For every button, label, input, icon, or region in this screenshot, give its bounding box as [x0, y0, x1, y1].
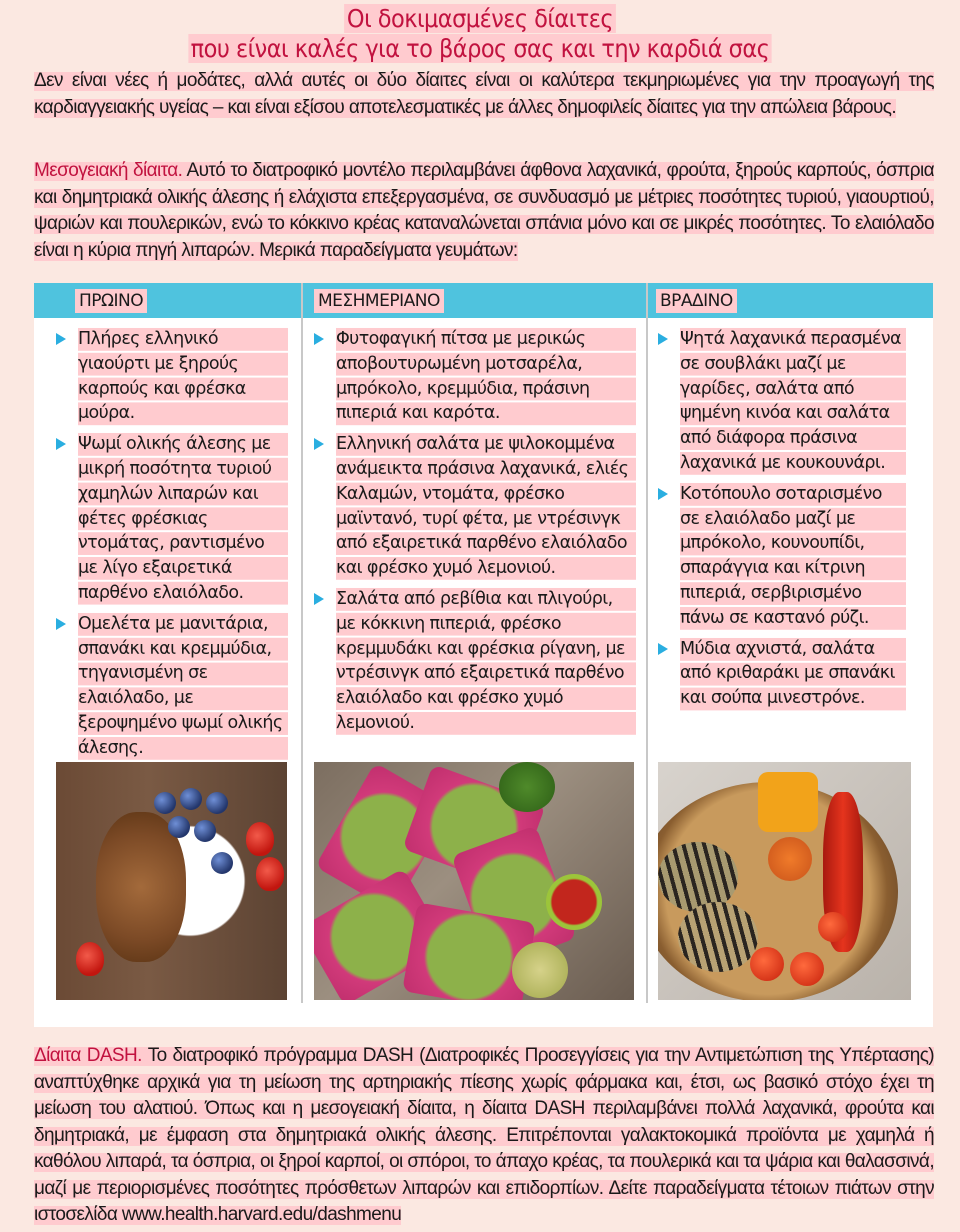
blueberry-shape — [180, 788, 202, 810]
triangle-bullet-icon — [658, 488, 668, 500]
meal-text: Σαλάτα από ρεβίθια και πλιγούρι, με κόκκινη πιπεριά, φρέσκο κρεμμυδάκι και φρέσκια ρίγανη, με ντρέσινγκ από εξαιρετικά παρθένο ελαιόλαδο και φρέσκο χυμό λεμονιού. — [336, 587, 636, 736]
triangle-bullet-icon — [56, 618, 66, 630]
mediterranean-paragraph — [34, 158, 934, 264]
intro-text: Δεν είναι νέες ή μοδάτες, αλλά αυτές οι δύο δίαιτες είναι οι καλύτερα τεκμηριωμένες για την προαγωγή της καρδιαγγειακής υγείας – και είναι εξίσου αποτελεσματικές με άλλες δημοφιλείς δίαιτες για την απώλεια βάρους. — [34, 70, 934, 118]
dash-body: Το διατροφικό πρόγραμμα DASH (Διατροφικές Προσεγγίσεις για την Αντιμετώπιση της Υπέρτασης) αναπτύχθηκε αρχικά για τη μείωση της αρτηριακής πίεσης χωρίς φάρμακα και, έτσι, ως βασικό στόχο έχει τη μείωση του αλατιού. Όπως και η μεσογειακή δίαιτα, η δίαιτα DASH περιλαμβάνει πολλά λαχανικά, φρούτα και δημητριακά, με έμφαση στα δημητριακά ολικής άλεσης. Επιτρέπονται γαλακτοκομικά προϊόντα με χαμηλά ή καθόλου λιπαρά, τα όσπρια, οι ξηροί καρποί, οι σπόροι, το άπαχο κρέας, τα πουλερικά και τα ψάρια και θαλασσινά, μαζί με περιορισμένες ποσότητες πρόσθετων λιπαρών και επιδορπίων. Δείτε παραδείγματα τέτοιων πιάτων στην ιστοσελίδα www.health.harvard.edu/dashmenu — [34, 1045, 934, 1225]
column-divider — [646, 283, 648, 1003]
list-item — [314, 587, 636, 736]
lunch-column — [314, 327, 636, 742]
meal-text: Κοτόπουλο σοταρισμένο σε ελαιόλαδο μαζί με μπρόκολο, κουνουπίδι, σπαράγγια και κίτρινη πιπεριά, σερβιρισμένο πάνω σε καστανό ρύζι. — [680, 482, 906, 631]
triangle-bullet-icon — [658, 643, 668, 655]
veggie-pizza-photo — [314, 762, 634, 1000]
tomato-shape — [750, 947, 784, 981]
meal-text: Μύδια αχνιστά, σαλάτα από κριθαράκι με σπανάκι και σούπα μινεστρόνε. — [680, 637, 906, 711]
meal-text: Πλήρες ελληνικό γιαούρτι με ξηρούς καρπούς και φρέσκα μούρα. — [78, 327, 288, 426]
meals-table — [34, 283, 933, 1027]
tomato-shape — [790, 952, 824, 986]
sprouts-bowl-shape — [512, 942, 568, 998]
list-item — [56, 612, 288, 761]
header-lunch: ΜΕΣΗΜΕΡΙΑΝΟ — [314, 289, 444, 313]
granola-yogurt-photo — [56, 762, 287, 1000]
strawberry-shape — [76, 942, 104, 976]
tomato-shape — [818, 912, 848, 942]
mediterranean-body: Αυτό το διατροφικό μοντέλο περιλαμβάνει άφθονα λαχανικά, φρούτα, ξηρούς καρπούς, όσπρια και δημητριακά ολικής άλεσης ή ελάχιστα επεξεργασμένα, σε συνδυασμό με μέτριες ποσότητες τυριού, γιαουρτιού, ψαριών και πουλερικών, ενώ το κόκκινο κρέας καταναλώνεται σπάνια μόνο και σε μικρές ποσότητες. Το ελαιόλαδο είναι η κύρια πηγή λιπαρών. Μερικά παραδείγματα γευμάτων: — [34, 160, 934, 261]
list-item — [658, 327, 906, 476]
title-line-1: Οι δοκιμασμένες δίαιτες — [344, 4, 616, 33]
list-item — [658, 637, 906, 711]
grilled-vegetables-photo — [658, 762, 911, 1000]
meals-table-header — [34, 283, 933, 318]
meal-text: Ομελέτα με μανιτάρια, σπανάκι και κρεμμύδια, τηγανισμένη σε ελαιόλαδο, με ξεροψημένο ψωμί ολικής άλεσης. — [78, 612, 288, 761]
breakfast-column — [56, 327, 288, 767]
sauce-bowl-shape — [546, 874, 602, 930]
blueberry-shape — [206, 792, 228, 814]
list-item — [658, 482, 906, 631]
intro-paragraph — [34, 68, 934, 121]
carrot-shape — [768, 837, 812, 881]
dash-paragraph — [34, 1043, 934, 1229]
eggplant-shape — [658, 842, 738, 912]
dash-lead: Δίαιτα DASH. — [34, 1045, 142, 1066]
title-line-2: που είναι καλές για το βάρος σας και την καρδιά σας — [188, 34, 772, 63]
header-dinner: ΒΡΑΔΙΝΟ — [656, 289, 737, 313]
greens-bowl-shape — [499, 762, 555, 812]
strawberry-shape — [256, 857, 284, 891]
yellow-pepper-shape — [758, 772, 818, 832]
article-title — [48, 4, 912, 64]
list-item — [314, 432, 636, 581]
blueberry-shape — [194, 820, 216, 842]
meal-text: Ελληνική σαλάτα με ψιλοκομμένα ανάμεικτα πράσινα λαχανικά, ελιές Καλαμών, ντομάτα, φρέσκο μαϊντανό, τυρί φέτα, με ντρέσινγκ από εξαιρετικά παρθένο ελαιόλαδο και φρέσκο χυμό λεμονιού. — [336, 432, 636, 581]
triangle-bullet-icon — [314, 438, 324, 450]
triangle-bullet-icon — [56, 333, 66, 345]
mediterranean-lead: Μεσογειακή δίαιτα. — [34, 160, 183, 181]
strawberry-shape — [246, 822, 274, 856]
triangle-bullet-icon — [314, 593, 324, 605]
dinner-column — [658, 327, 906, 717]
blueberry-shape — [154, 792, 176, 814]
eggplant-shape — [678, 902, 758, 972]
triangle-bullet-icon — [56, 438, 66, 450]
column-divider — [301, 283, 303, 1003]
list-item — [314, 327, 636, 426]
triangle-bullet-icon — [314, 333, 324, 345]
meal-text: Ψητά λαχανικά περασμένα σε σουβλάκι μαζί με γαρίδες, σαλάτα από ψημένη κινόα και σαλάτα από διάφορα πράσινα λαχανικά με κουκουνάρι. — [680, 327, 906, 476]
triangle-bullet-icon — [658, 333, 668, 345]
blueberry-shape — [211, 852, 233, 874]
list-item — [56, 432, 288, 606]
header-breakfast: ΠΡΩΙΝΟ — [75, 289, 147, 313]
list-item — [56, 327, 288, 426]
blueberry-shape — [168, 816, 190, 838]
meal-text: Φυτοφαγική πίτσα με μερικώς αποβουτυρωμένη μοτσαρέλα, μπρόκολο, κρεμμύδια, πράσινη πιπεριά και καρότα. — [336, 327, 636, 426]
meal-text: Ψωμί ολικής άλεσης με μικρή ποσότητα τυριού χαμηλών λιπαρών και φέτες φρέσκιας ντομάτας, ραντισμένο με λίγο εξαιρετικά παρθένο ελαιόλαδο. — [78, 432, 288, 606]
